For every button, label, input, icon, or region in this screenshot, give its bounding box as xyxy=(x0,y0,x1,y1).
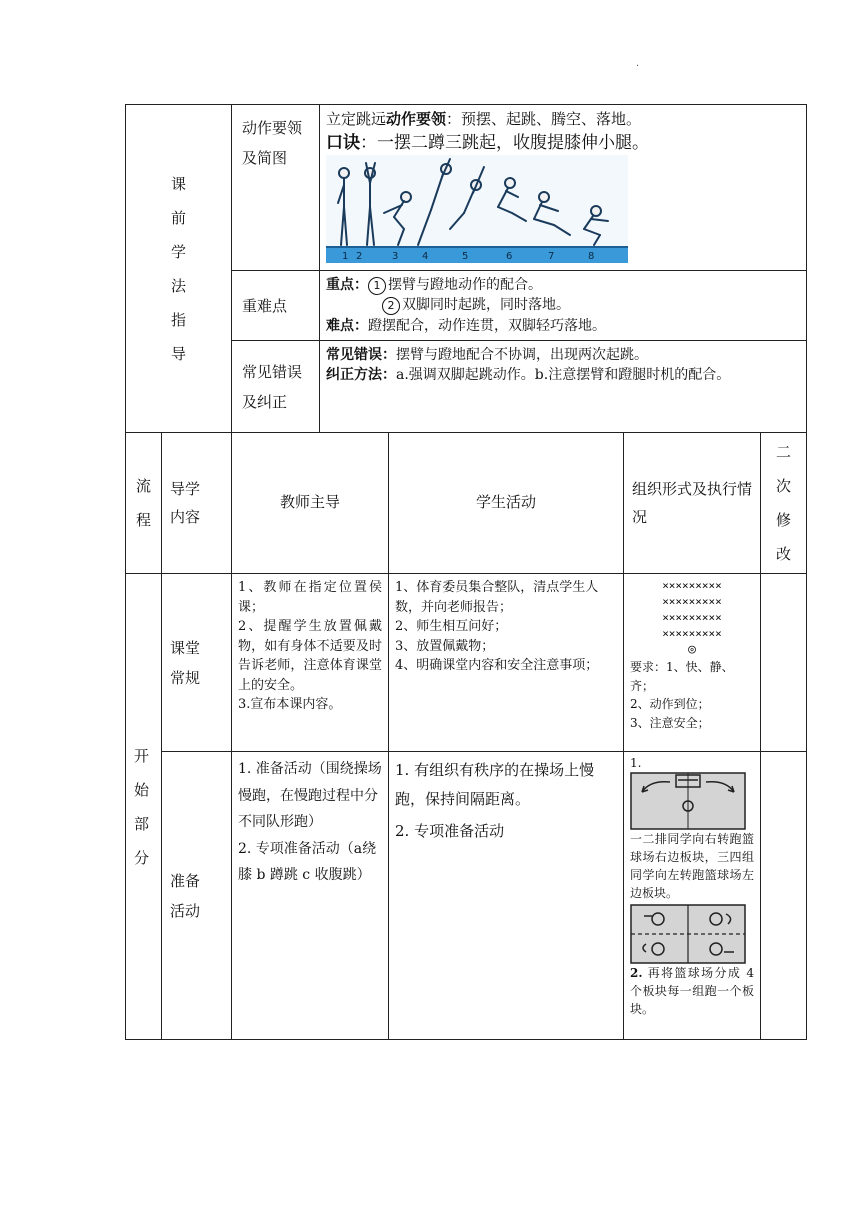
header-org: 组织形式及执行情况 xyxy=(624,433,761,574)
org-step-text: 一二排同学向右转跑篮球场右边板块，三四组同学向左转跑篮球场左边板块。 xyxy=(630,832,754,900)
requirement-item: 3、注意安全； xyxy=(630,715,710,730)
guide-char: 前 xyxy=(170,208,186,227)
teacher-position-mark: ◎ xyxy=(688,642,696,657)
process-table xyxy=(125,432,807,1040)
figure-number: 2 xyxy=(356,251,363,263)
key-item: 摆臂与蹬地动作的配合。 xyxy=(388,277,542,293)
header-char: 程 xyxy=(135,511,151,529)
guide-char: 法 xyxy=(170,276,186,295)
guide-char: 指 xyxy=(170,310,186,329)
header-char: 流 xyxy=(135,477,151,495)
figure-number: 4 xyxy=(422,251,429,263)
figure-number: 1 xyxy=(342,251,349,263)
student-item: 2、师生相互问好； xyxy=(395,619,508,634)
action-label: 动作要领及简图 xyxy=(232,105,320,271)
circled-number: 1 xyxy=(368,277,386,295)
header-content xyxy=(162,433,232,574)
routine-student xyxy=(389,574,624,752)
warmup-teacher xyxy=(232,752,389,1040)
header-char: 次 xyxy=(775,477,791,495)
section-char: 始 xyxy=(134,780,150,799)
figure-number: 7 xyxy=(548,251,555,263)
formation-row: ××××××××× xyxy=(662,579,722,592)
guide-char: 课 xyxy=(170,174,186,193)
header-flow xyxy=(126,433,162,574)
row-name-line: 常规 xyxy=(170,668,201,687)
guide-vertical-label xyxy=(126,105,232,433)
row-name-line: 活动 xyxy=(170,901,201,920)
warmup-revise xyxy=(761,752,807,1040)
action-steps: ：预摆、起跳、腾空、落地。 xyxy=(446,110,642,128)
warmup-org xyxy=(624,752,761,1040)
header-student: 学生活动 xyxy=(389,433,624,574)
routine-org xyxy=(624,574,761,752)
key-title: 重点： xyxy=(326,277,368,293)
formation-row: ××××××××× xyxy=(662,611,722,624)
teacher-item: 3.宣布本课内容。 xyxy=(238,697,342,712)
header-teacher: 教师主导 xyxy=(232,433,389,574)
formation-row: ××××××××× xyxy=(662,627,722,640)
action-prefix: 立定跳远 xyxy=(326,110,387,128)
header-revise xyxy=(761,433,807,574)
student-item: 3、放置佩戴物； xyxy=(395,638,495,654)
student-item: 1. 有组织有秩序的在操场上慢跑，保持间隔距离。 xyxy=(395,761,595,808)
court-diagram-2 xyxy=(630,904,746,964)
errors-text: 摆臂与蹬地配合不协调，出现两次起跳。 xyxy=(396,347,648,363)
row-name-line: 准备 xyxy=(170,871,201,890)
student-item: 1、体育委员集合整队，清点学生人数，并向老师报告； xyxy=(395,580,599,615)
header-char: 二 xyxy=(775,443,791,461)
action-content xyxy=(320,105,807,271)
section-char: 分 xyxy=(134,848,150,867)
key-label: 重难点 xyxy=(232,271,320,341)
header-char: 修 xyxy=(775,511,791,529)
key-content xyxy=(320,271,807,341)
mnemonic-text: ：一摆二蹲三跳起，收腹提膝伸小腿。 xyxy=(360,132,649,153)
guide-char: 导 xyxy=(170,344,186,363)
figure-number: 6 xyxy=(506,251,513,263)
section-start-label xyxy=(126,574,162,1040)
mnemonic-title: 口诀 xyxy=(326,132,360,153)
formation-row: ××××××××× xyxy=(662,595,722,608)
teacher-item: 1、教师在指定位置侯课； xyxy=(238,580,382,615)
teacher-item: 2. 专项准备活动（a绕膝 b 蹲跳 c 收腹跳） xyxy=(238,840,377,884)
circled-number: 2 xyxy=(382,297,400,315)
org-step-number: 2. xyxy=(630,966,643,980)
teacher-item: 2、提醒学生放置佩戴物，如有身体不适要及时告诉老师，注意体育课堂上的安全。 xyxy=(238,619,382,693)
figure-number: 3 xyxy=(392,251,399,263)
warmup-student xyxy=(389,752,624,1040)
guide-table xyxy=(125,104,807,433)
student-item: 4、明确课堂内容和安全注意事项； xyxy=(395,658,599,673)
guide-char: 学 xyxy=(170,242,186,261)
long-jump-figure xyxy=(326,155,628,263)
fix-text: a.强调双脚起跳动作。b.注意摆臂和蹬腿时机的配合。 xyxy=(396,367,731,384)
formation-rows xyxy=(630,578,754,658)
teacher-item: 1. 准备活动（围绕操场慢跑，在慢跑过程中分不同队形跑） xyxy=(238,761,382,831)
requirement-item: 2、动作到位； xyxy=(630,697,710,712)
difficulty-title: 难点： xyxy=(326,317,368,334)
routine-teacher xyxy=(232,574,389,752)
section-char: 部 xyxy=(134,814,150,833)
errors-title: 常见错误： xyxy=(326,347,396,363)
section-char: 开 xyxy=(134,746,150,765)
court-diagram-1 xyxy=(630,772,746,830)
header-char: 改 xyxy=(775,545,791,563)
header-line: 内容 xyxy=(170,508,201,526)
figure-number: 8 xyxy=(588,251,595,263)
row-name-routine xyxy=(162,574,232,752)
requirement-item: 要求：1、快、静、齐； xyxy=(630,660,734,693)
difficulty-text: 蹬摆配合，动作连贯，双脚轻巧落地。 xyxy=(368,317,606,334)
errors-label: 常见错误及纠正 xyxy=(232,341,320,433)
row-name-line: 课堂 xyxy=(170,638,201,657)
action-title: 动作要领 xyxy=(386,110,447,128)
header-line: 导学 xyxy=(170,479,201,498)
student-item: 2. 专项准备活动 xyxy=(395,822,505,840)
fix-title: 纠正方法： xyxy=(326,367,396,384)
errors-content xyxy=(320,341,807,433)
key-item: 双脚同时起跳，同时落地。 xyxy=(402,297,570,314)
figure-number: 5 xyxy=(462,251,469,263)
row-name-warmup xyxy=(162,752,232,1040)
org-step-number: 1. xyxy=(630,756,642,770)
routine-revise xyxy=(761,574,807,752)
org-step-text: 再将篮球场分成 4 个板块每一组跑一个板块。 xyxy=(630,966,754,1016)
page-mark: . xyxy=(636,58,640,69)
